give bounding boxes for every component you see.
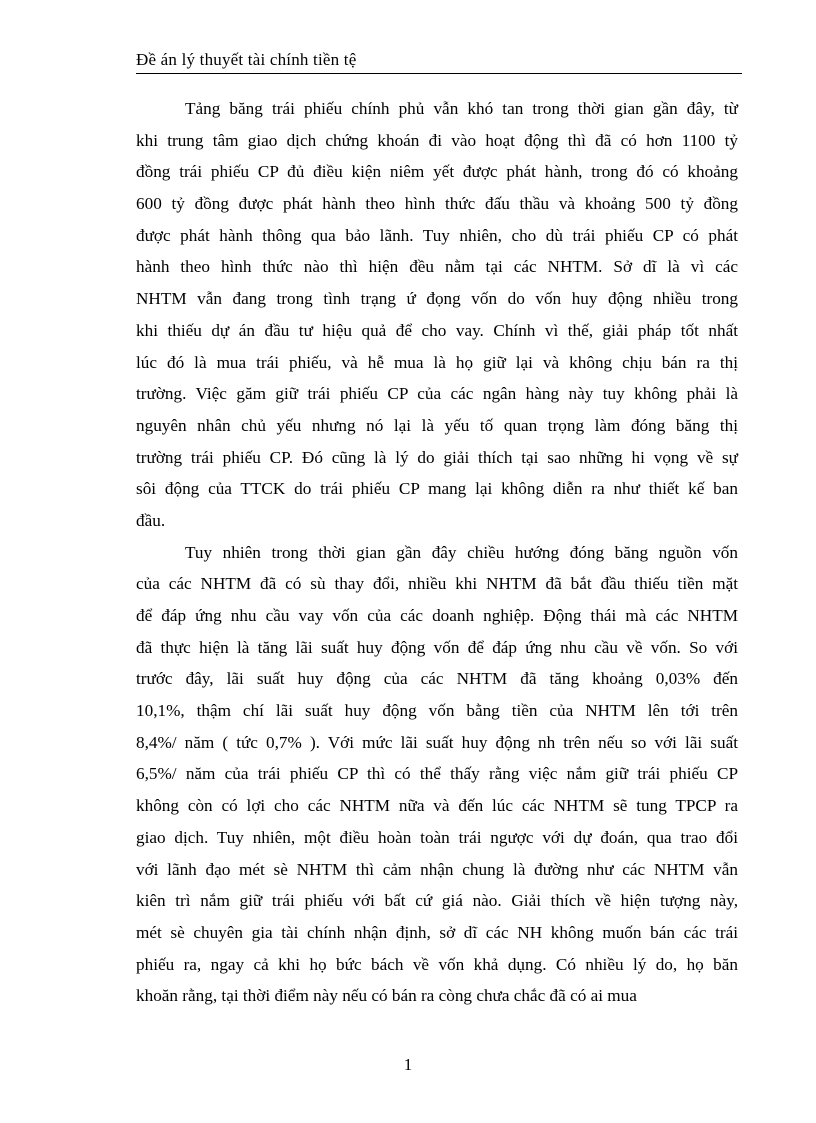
text-line: khoăn rằng, tại thời điểm này nếu có bán ra còng chưa chắc đã có ai mua — [136, 986, 637, 1006]
text-line: Tuy nhiên trong thời gian gần đây chiều hướng đóng băng nguồn vốn — [185, 542, 738, 562]
text-line: giao dịch. Tuy nhiên, một điều hoàn toàn trái ngược với dự đoán, qua trao đổi — [136, 827, 738, 847]
text-line: lúc đó là mua trái phiếu, và hễ mua là họ giữ lại và không chịu bán ra thị — [136, 352, 738, 372]
page-header — [136, 50, 742, 74]
text-line: đầu. — [136, 510, 166, 530]
header-title: Đề án lý thuyết tài chính tiền tệ — [136, 50, 357, 69]
text-line: khi trung tâm giao dịch chứng khoán đi vào hoạt động thì đã có hơn 1100 tỷ — [136, 130, 738, 150]
text-line: của các NHTM đã có sù thay đổi, nhiều khi NHTM đã bắt đầu thiếu tiền mặt — [136, 574, 738, 594]
text-line: 6,5%/ năm của trái phiếu CP thì có thể thấy rằng việc nắm giữ trái phiếu CP — [136, 764, 738, 784]
text-line: để đáp ứng nhu cầu vay vốn của các doanh nghiệp. Động thái mà các NHTM — [136, 606, 738, 625]
text-line: trường. Việc găm giữ trái phiếu CP của các ngân hàng này tuy không phải là — [136, 384, 738, 404]
text-line: phiếu ra, ngay cả khi họ bức bách về vốn khả dụng. Có nhiều lý do, họ băn — [136, 954, 738, 974]
text-line: NHTM vẫn đang trong tình trạng ứ đọng vốn do vốn huy động nhiều trong — [136, 289, 738, 309]
text-line: nguyên nhân chủ yếu nhưng nó lại là yếu tố quan trọng làm đóng băng thị — [136, 415, 738, 435]
text-line: Tảng băng trái phiếu chính phủ vẫn khó tan trong thời gian gần đây, từ — [185, 99, 738, 118]
text-line: không còn có lợi cho các NHTM nữa và đến lúc các NHTM sẽ tung TPCP ra — [136, 796, 738, 816]
paragraph-2 — [136, 537, 738, 1012]
text-line: được phát hành thông qua bảo lãnh. Tuy nhiên, cho dù trái phiếu CP có phát — [136, 225, 738, 245]
text-line: mét sè chuyên gia tài chính nhận định, sở dĩ các NH không muốn bán các trái — [136, 922, 738, 942]
text-line: khi thiếu dự án đầu tư hiệu quả để cho vay. Chính vì thế, giải pháp tốt nhất — [136, 320, 738, 340]
text-line: sôi động của TTCK do trái phiếu CP mang lại không diễn ra như thiết kế ban — [136, 479, 738, 499]
paragraph-1 — [136, 93, 738, 537]
text-line: với lãnh đạo mét sè NHTM thì cảm nhận chung là đường như các NHTM vẫn — [136, 859, 738, 879]
text-line: kiên trì nắm giữ trái phiếu với bất cứ giá nào. Giải thích về hiện tượng này, — [136, 891, 738, 911]
text-line: 8,4%/ năm ( tức 0,7% ). Với mức lãi suất huy động nh trên nếu so với lãi suất — [136, 732, 738, 752]
text-line: đồng trái phiếu CP đủ điều kiện niêm yết được phát hành, trong đó có khoảng — [136, 162, 738, 182]
body-text — [136, 93, 738, 1012]
text-line: trường trái phiếu CP. Đó cũng là lý do giải thích tại sao những hi vọng về sự — [136, 447, 738, 467]
page-number: 1 — [403, 1055, 413, 1074]
text-line: trước đây, lãi suất huy động của các NHTM đã tăng khoảng 0,03% đến — [136, 669, 738, 689]
text-line: đã thực hiện là tăng lãi suất huy động vốn để đáp ứng nhu cầu về vốn. So với — [136, 637, 738, 657]
text-line: 600 tỷ đồng được phát hành theo hình thức đấu thầu và khoảng 500 tỷ đồng — [136, 194, 738, 214]
text-line: hành theo hình thức nào thì hiện đều nằm tại các NHTM. Sở dĩ là vì các — [136, 257, 738, 277]
text-line: 10,1%, thậm chí lãi suất huy động vốn bằng tiền của NHTM lên tới trên — [136, 701, 738, 721]
